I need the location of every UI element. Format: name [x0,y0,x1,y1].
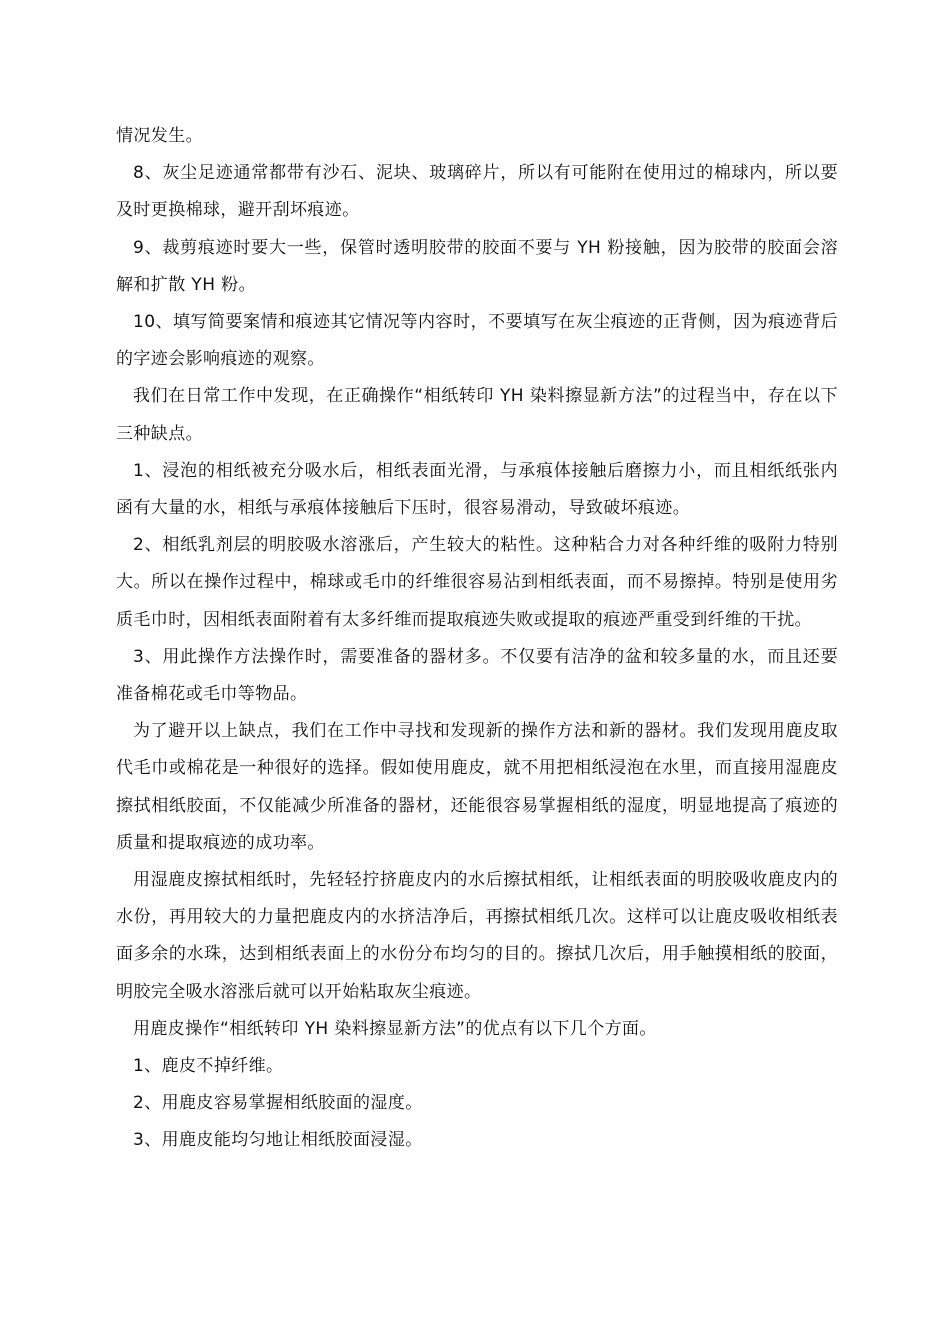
paragraph-shortcoming-3: 3、用此操作方法操作时，需要准备的器材多。不仅要有洁净的盆和较多量的水，而且还要准备棉花或毛巾等物品。 [116,646,838,705]
paragraph-advantage-2: 2、用鹿皮容易掌握相纸胶面的湿度。 [133,1093,423,1114]
paragraph-continuation: 情况发生。 [116,126,203,146]
paragraph-item-9: 9、裁剪痕迹时要大一些，保管时透明胶带的胶面不要与 YH 粉接触，因为胶带的胶面会溶解和扩散 YH 粉。 [116,237,838,295]
paragraph-item-8: 8、灰尘足迹通常都带有沙石、泥块、玻璃碎片，所以有可能附在使用过的棉球内，所以要及时更换棉球，避开刮坏痕迹。 [116,163,838,221]
paragraph-advantage-1: 1、鹿皮不掉纤维。 [133,1056,284,1077]
paragraph-advantage-3: 3、用鹿皮能均匀地让相纸胶面浸湿。 [133,1130,423,1151]
paragraph-new-method: 为了避开以上缺点，我们在工作中寻找和发现新的操作方法和新的器材。我们发现用鹿皮取代毛巾或棉花是一种很好的选择。假如使用鹿皮，就不用把相纸浸泡在水里，而直接用湿鹿皮擦拭相纸胶面，不仅能减少所准备的器材，还能很容易掌握相纸的湿度，明显地提高了痕迹的质量和提取痕迹的成功率。 [116,721,838,853]
paragraph-shortcomings-intro: 我们在日常工作中发现，在正确操作“相纸转印 YH 染料擦显新方法”的过程当中，存在以下三种缺点。 [116,386,838,444]
paragraph-item-10: 10、填写简要案情和痕迹其它情况等内容时，不要填写在灰尘痕迹的正背侧，因为痕迹背后的字迹会影响痕迹的观察。 [116,312,838,370]
paragraph-shortcoming-2: 2、相纸乳剂层的明胶吸水溶涨后，产生较大的粘性。这种粘合力对各种纤维的吸附力特别大。所以在操作过程中，棉球或毛巾的纤维很容易沾到相纸表面，而不易擦掉。特别是使用劣质毛巾时，因相纸表面附着有太多纤维而提取痕迹失败或提取的痕迹严重受到纤维的干扰。 [116,535,838,630]
paragraph-procedure: 用湿鹿皮擦拭相纸时，先轻轻拧挤鹿皮内的水后擦拭相纸，让相纸表面的明胶吸收鹿皮内的水份，再用较大的力量把鹿皮内的水挤洁净后，再擦拭相纸几次。这样可以让鹿皮吸收相纸表面多余的水珠，达到相纸表面上的水份分布均匀的目的。擦拭几次后，用手触摸相纸的胶面，明胶完全吸水溶涨后就可以开始粘取灰尘痕迹。 [116,870,838,1002]
paragraph-shortcoming-1: 1、浸泡的相纸被充分吸水后，相纸表面光滑，与承痕体接触后磨擦力小，而且相纸纸张内函有大量的水，相纸与承痕体接触后下压时，很容易滑动，导致破坏痕迹。 [116,460,838,519]
paragraph-advantages-intro: 用鹿皮操作“相纸转印 YH 染料擦显新方法”的优点有以下几个方面。 [133,1018,657,1039]
document-body [116,118,838,1160]
